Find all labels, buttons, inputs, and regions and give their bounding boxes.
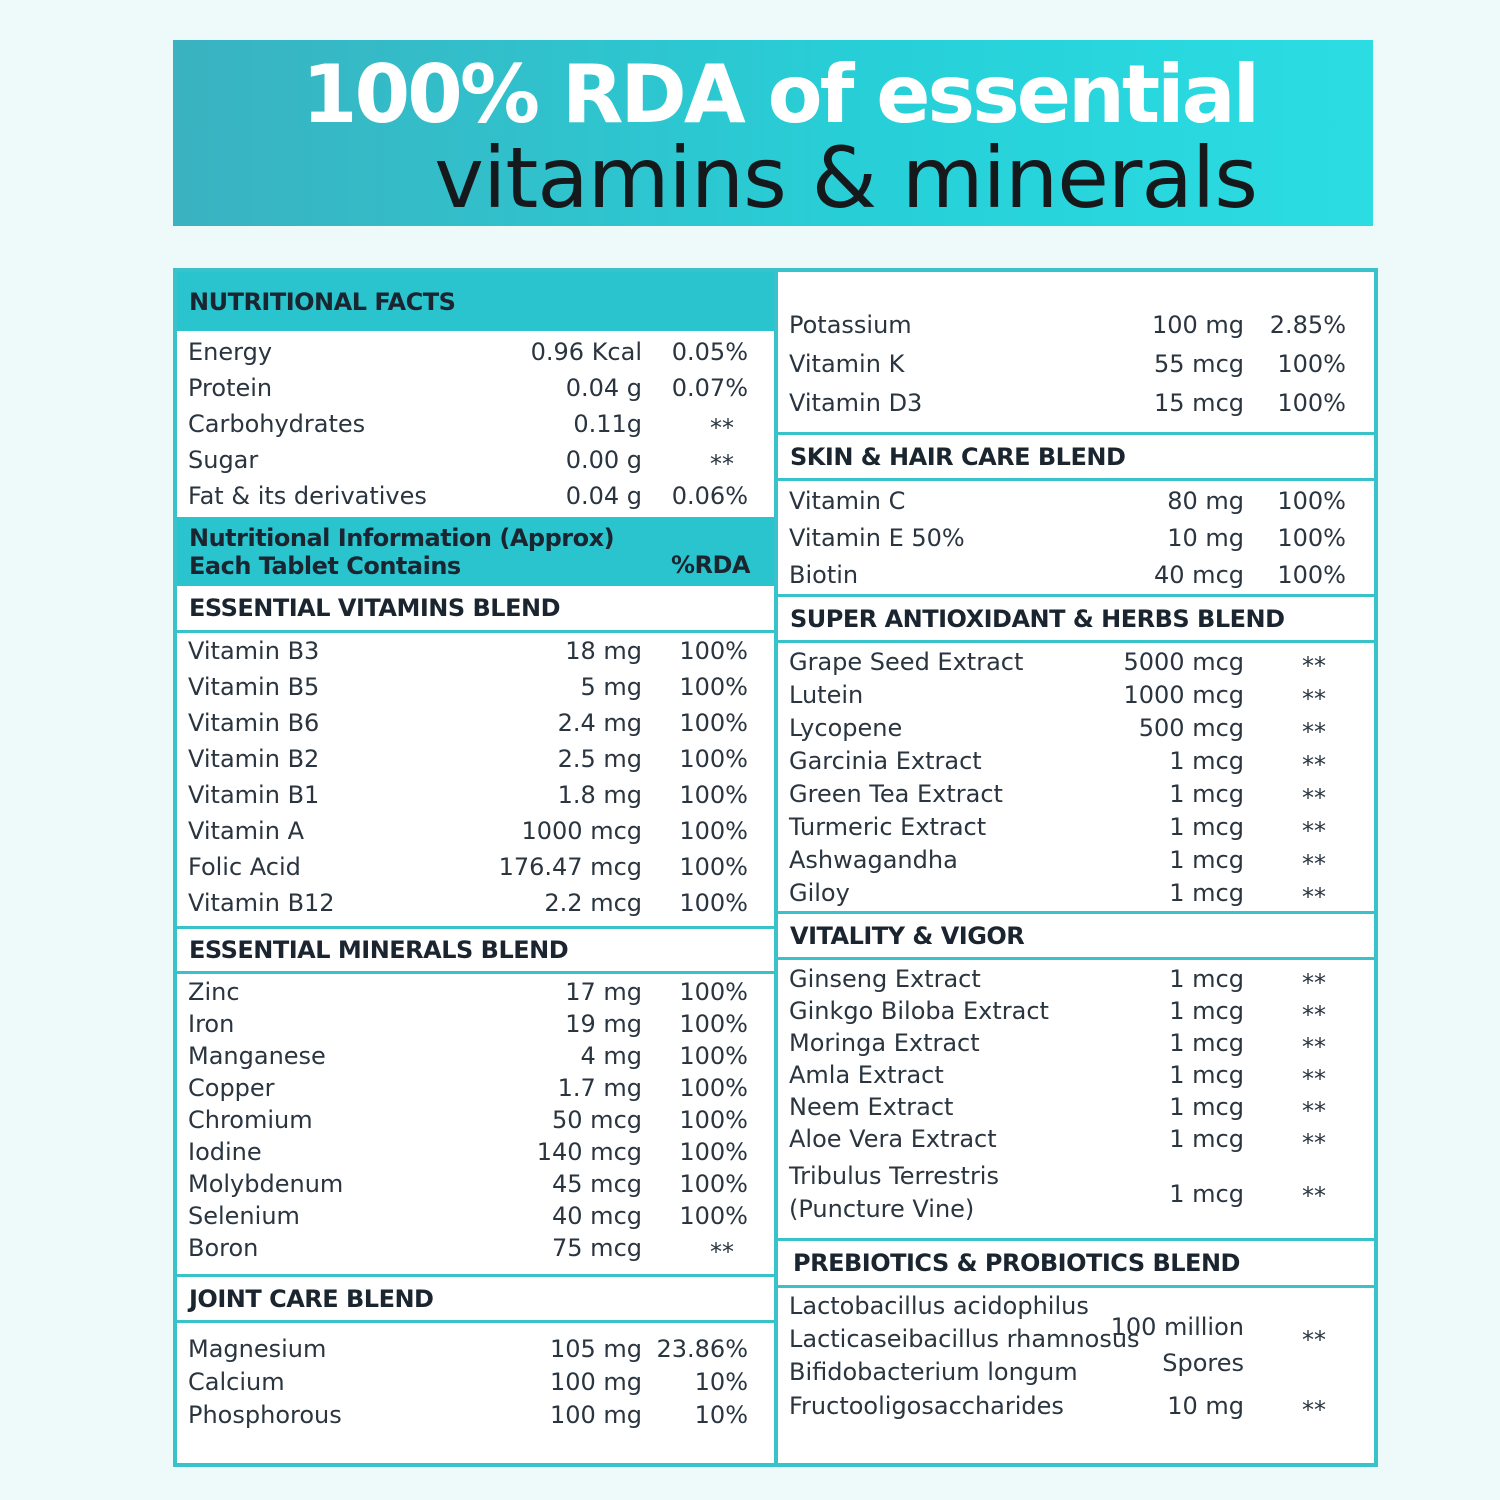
nutrient-rda: **: [1302, 685, 1326, 713]
nutrient-name: Giloy: [789, 879, 850, 907]
section-header-antioxidant: SUPER ANTIOXIDANT & HERBS BLEND: [778, 594, 1374, 643]
nutrient-rda: 100%: [1277, 350, 1346, 378]
nutrient-rda: 2.85%: [1269, 311, 1346, 339]
probiotic-strains-rda: **: [1302, 1326, 1326, 1354]
table-row: [177, 1335, 774, 1369]
nutrient-name: Energy: [188, 338, 273, 366]
nutrient-name: Green Tea Extract: [789, 780, 1003, 808]
nutrient-amount: 105 mg: [549, 1335, 642, 1363]
nutrient-amount: 1 mcg: [1169, 1093, 1244, 1121]
nutrient-name: Vitamin K: [789, 350, 905, 378]
section-header-nutritional-facts: NUTRITIONAL FACTS: [177, 272, 774, 331]
probiotic-strains-amount: 100 million Spores: [1110, 1313, 1244, 1377]
table-row: [177, 853, 774, 887]
nutrient-amount: 4 mg: [580, 1042, 642, 1070]
nutrient-amount: 1 mcg: [1169, 879, 1244, 907]
nutrient-amount: 100 mg: [1151, 311, 1244, 339]
nutrient-rda: 100%: [679, 745, 748, 773]
nutrient-amount: 45 mcg: [552, 1170, 642, 1198]
nutrient-name: Phosphorous: [188, 1401, 342, 1429]
table-row: [177, 1010, 774, 1044]
table-row: [177, 1138, 774, 1172]
table-row: [778, 487, 1374, 521]
nutrient-name: Vitamin B2: [188, 745, 320, 773]
table-row: [778, 747, 1374, 781]
nutrient-rda: 100%: [679, 978, 748, 1006]
nutrient-rda: 23.86%: [656, 1335, 748, 1363]
table-row: [177, 410, 774, 444]
nutrient-rda: 100%: [679, 817, 748, 845]
info-header-line2: Each Tablet Contains: [189, 552, 461, 580]
nutrient-name: Vitamin B12: [188, 889, 335, 917]
nutrient-rda: **: [710, 450, 734, 478]
table-row: [177, 1074, 774, 1108]
nutrient-name: Boron: [188, 1234, 259, 1262]
nutrient-amount: 1 mcg: [1169, 997, 1244, 1025]
nutrient-amount: 75 mcg: [552, 1234, 642, 1262]
table-row: [177, 1202, 774, 1236]
nutrient-rda: 100%: [1277, 561, 1346, 589]
table-row: [177, 673, 774, 707]
nutrient-amount: 18 mg: [565, 637, 642, 665]
nutrient-name: Vitamin B3: [188, 637, 320, 665]
nutrient-amount: 2.5 mg: [557, 745, 642, 773]
nutrient-rda: 100%: [679, 853, 748, 881]
nutrient-name: Calcium: [188, 1368, 285, 1396]
section-header-vitality: VITALITY & VIGOR: [778, 911, 1374, 960]
table-row: [778, 1093, 1374, 1127]
nutrient-rda: 100%: [1277, 487, 1346, 515]
nutrient-amount: 1.8 mg: [557, 781, 642, 809]
nutrient-rda: 0.07%: [671, 374, 748, 402]
nutrient-amount: 5 mg: [580, 673, 642, 701]
nutrient-name: Grape Seed Extract: [789, 648, 1024, 676]
nutrient-amount: 40 mcg: [552, 1202, 642, 1230]
nutrient-amount: 40 mcg: [1154, 561, 1244, 589]
table-row: [177, 374, 774, 408]
table-row: [177, 1368, 774, 1402]
header-banner: [173, 40, 1373, 226]
nutrient-amount: 2.4 mg: [557, 709, 642, 737]
section-header-probiotics: PREBIOTICS & PROBIOTICS BLEND: [778, 1238, 1374, 1288]
table-row: [778, 1029, 1374, 1063]
banner-subheadline: vitamins & minerals: [434, 129, 1257, 227]
nutrient-name: Vitamin C: [789, 487, 906, 515]
nutrient-name: Lycopene: [789, 714, 903, 742]
table-row: [177, 482, 774, 516]
rda-column-label: %RDA: [670, 551, 750, 579]
nutrient-name: Sugar: [188, 446, 259, 474]
table-row: [177, 781, 774, 815]
nutrient-rda: **: [1302, 1033, 1326, 1061]
section-header-vitamins: ESSENTIAL VITAMINS BLEND: [177, 586, 774, 633]
nutrient-name: Protein: [188, 374, 273, 402]
nutrient-amount: 0.04 g: [565, 482, 642, 510]
fos-rda: **: [1302, 1396, 1326, 1424]
nutrient-rda: **: [1302, 652, 1326, 680]
nutrient-amount: 1.7 mg: [557, 1074, 642, 1102]
nutrient-rda: 100%: [679, 709, 748, 737]
table-row: [778, 1125, 1374, 1159]
tribulus-rda: **: [1302, 1182, 1326, 1210]
nutrient-rda: **: [1302, 1097, 1326, 1125]
table-row: [177, 637, 774, 671]
nutrient-amount: 1 mcg: [1169, 780, 1244, 808]
nutrient-name: Vitamin D3: [789, 389, 923, 417]
nutrient-rda: 10%: [694, 1368, 748, 1396]
table-row: [778, 846, 1374, 880]
nutrient-rda: 100%: [679, 1170, 748, 1198]
table-row: [778, 1061, 1374, 1095]
nutrient-name: Molybdenum: [188, 1170, 344, 1198]
nutrient-rda: 0.05%: [671, 338, 748, 366]
nutrient-rda: 100%: [679, 1010, 748, 1038]
nutrient-name: Zinc: [188, 978, 240, 1006]
nutrient-rda: 100%: [1277, 389, 1346, 417]
table-row: [177, 1401, 774, 1435]
nutrient-name: Ashwagandha: [789, 846, 958, 874]
section-header-minerals: ESSENTIAL MINERALS BLEND: [177, 926, 774, 974]
nutrient-name: Neem Extract: [789, 1093, 954, 1121]
table-row: [177, 1042, 774, 1076]
table-row: [778, 524, 1374, 558]
nutrient-name: Amla Extract: [789, 1061, 944, 1089]
nutrient-amount: 100 mg: [549, 1368, 642, 1396]
table-row: [778, 311, 1374, 345]
nutrient-amount: 140 mcg: [536, 1138, 642, 1166]
nutrient-rda: 0.06%: [671, 482, 748, 510]
nutrient-amount: 80 mg: [1167, 487, 1244, 515]
nutrient-amount: 10 mg: [1167, 524, 1244, 552]
nutrient-name: Copper: [188, 1074, 275, 1102]
nutrient-name: Garcinia Extract: [789, 747, 982, 775]
nutrient-amount: 1000 mcg: [1123, 681, 1244, 709]
nutrient-amount: 15 mcg: [1154, 389, 1244, 417]
nutrient-name: Carbohydrates: [188, 410, 366, 438]
nutrient-name: Iron: [188, 1010, 235, 1038]
probiotic-strains: Lactobacillus acidophilus Lacticaseibacillus rhamnosus Bifidobacterium longum: [789, 1292, 1140, 1386]
nutrient-name: Lutein: [789, 681, 864, 709]
nutrient-amount: 17 mg: [565, 978, 642, 1006]
nutrient-amount: 0.11g: [573, 410, 642, 438]
nutrient-name: Vitamin B6: [188, 709, 320, 737]
nutrient-amount: 55 mcg: [1154, 350, 1244, 378]
nutrient-name: Manganese: [188, 1042, 326, 1070]
table-row: [177, 978, 774, 1012]
table-row: [778, 997, 1374, 1031]
table-row: [778, 813, 1374, 847]
nutrient-amount: 19 mg: [565, 1010, 642, 1038]
nutrient-name: Folic Acid: [188, 853, 301, 881]
nutrient-amount: 1 mcg: [1169, 813, 1244, 841]
nutrient-name: Ginseng Extract: [789, 965, 981, 993]
nutrient-amount: 1 mcg: [1169, 1125, 1244, 1153]
nutrient-name: Selenium: [188, 1202, 300, 1230]
nutrient-name: Vitamin A: [188, 817, 304, 845]
fos-name: Fructooligosaccharides: [789, 1392, 1064, 1420]
nutrient-rda: **: [1302, 1129, 1326, 1157]
nutrient-rda: 100%: [679, 1202, 748, 1230]
banner-headline: 100% RDA of essential: [301, 48, 1257, 141]
nutrient-amount: 1 mcg: [1169, 846, 1244, 874]
nutrient-amount: 0.96 Kcal: [530, 338, 642, 366]
nutrient-amount: 0.04 g: [565, 374, 642, 402]
nutrient-name: Potassium: [789, 311, 912, 339]
nutrient-rda: **: [710, 414, 734, 442]
table-row: [177, 1234, 774, 1268]
nutrient-amount: 500 mcg: [1138, 714, 1244, 742]
nutrient-rda: **: [1302, 883, 1326, 911]
table-row: [177, 446, 774, 480]
table-row: [778, 965, 1374, 999]
nutrient-amount: 1 mcg: [1169, 965, 1244, 993]
nutrient-rda: **: [1302, 850, 1326, 878]
table-row: [177, 745, 774, 779]
nutrient-name: Iodine: [188, 1138, 262, 1166]
nutrient-rda: **: [1302, 817, 1326, 845]
nutrient-name: Fat & its derivatives: [188, 482, 427, 510]
section-header-skin-hair: SKIN & HAIR CARE BLEND: [778, 432, 1374, 481]
info-header-line1: Nutritional Information (Approx): [189, 524, 615, 552]
table-row: [778, 561, 1374, 595]
nutrient-name: Aloe Vera Extract: [789, 1125, 997, 1153]
nutrient-amount: 50 mcg: [552, 1106, 642, 1134]
nutrient-rda: **: [1302, 1065, 1326, 1093]
nutrient-rda: **: [1302, 969, 1326, 997]
nutrient-name: Magnesium: [188, 1335, 327, 1363]
nutrient-name: Ginkgo Biloba Extract: [789, 997, 1049, 1025]
nutrient-rda: **: [710, 1238, 734, 1266]
table-row: [177, 338, 774, 372]
nutrient-rda: 100%: [1277, 524, 1346, 552]
nutrient-name: Vitamin E 50%: [789, 524, 965, 552]
table-row: [778, 681, 1374, 715]
table-row: [778, 714, 1374, 748]
nutrient-rda: 100%: [679, 1042, 748, 1070]
nutrient-rda: 100%: [679, 781, 748, 809]
tribulus-name: Tribulus Terrestris (Puncture Vine): [789, 1162, 999, 1223]
section-header-joint-care: JOINT CARE BLEND: [177, 1274, 774, 1323]
table-row: [177, 889, 774, 923]
nutrient-amount: 2.2 mcg: [544, 889, 642, 917]
table-row: [778, 780, 1374, 814]
nutrient-rda: 100%: [679, 889, 748, 917]
section-header-nutritional-information: [177, 517, 774, 587]
nutrient-rda: 100%: [679, 1074, 748, 1102]
nutrient-rda: 100%: [679, 1138, 748, 1166]
nutrient-rda: 100%: [679, 1106, 748, 1134]
tribulus-amount: 1 mcg: [1169, 1180, 1244, 1208]
table-row: [778, 879, 1374, 913]
table-row: [778, 648, 1374, 682]
nutrient-name: Vitamin B5: [188, 673, 320, 701]
table-row: [177, 709, 774, 743]
nutrient-name: Vitamin B1: [188, 781, 320, 809]
nutrient-rda: **: [1302, 784, 1326, 812]
nutrient-rda: **: [1302, 1001, 1326, 1029]
table-row: [778, 389, 1374, 423]
table-row: [177, 817, 774, 851]
table-row: [177, 1170, 774, 1204]
nutrient-name: Biotin: [789, 561, 859, 589]
nutrient-rda: **: [1302, 751, 1326, 779]
nutrient-amount: 1000 mcg: [521, 817, 642, 845]
nutrient-amount: 100 mg: [549, 1401, 642, 1429]
nutrient-rda: 100%: [679, 673, 748, 701]
nutrient-name: Turmeric Extract: [789, 813, 987, 841]
nutrient-amount: 5000 mcg: [1123, 648, 1244, 676]
table-row: [177, 1106, 774, 1140]
nutrient-name: Moringa Extract: [789, 1029, 980, 1057]
nutrient-rda: 100%: [679, 637, 748, 665]
nutrient-amount: 1 mcg: [1169, 747, 1244, 775]
nutrient-rda: **: [1302, 718, 1326, 746]
nutrient-rda: 10%: [694, 1401, 748, 1429]
fos-amount: 10 mg: [1167, 1392, 1244, 1420]
nutrient-amount: 1 mcg: [1169, 1029, 1244, 1057]
nutrient-name: Chromium: [188, 1106, 313, 1134]
nutrient-amount: 176.47 mcg: [498, 853, 642, 881]
nutrient-amount: 1 mcg: [1169, 1061, 1244, 1089]
table-row: [778, 350, 1374, 384]
nutrient-amount: 0.00 g: [565, 446, 642, 474]
